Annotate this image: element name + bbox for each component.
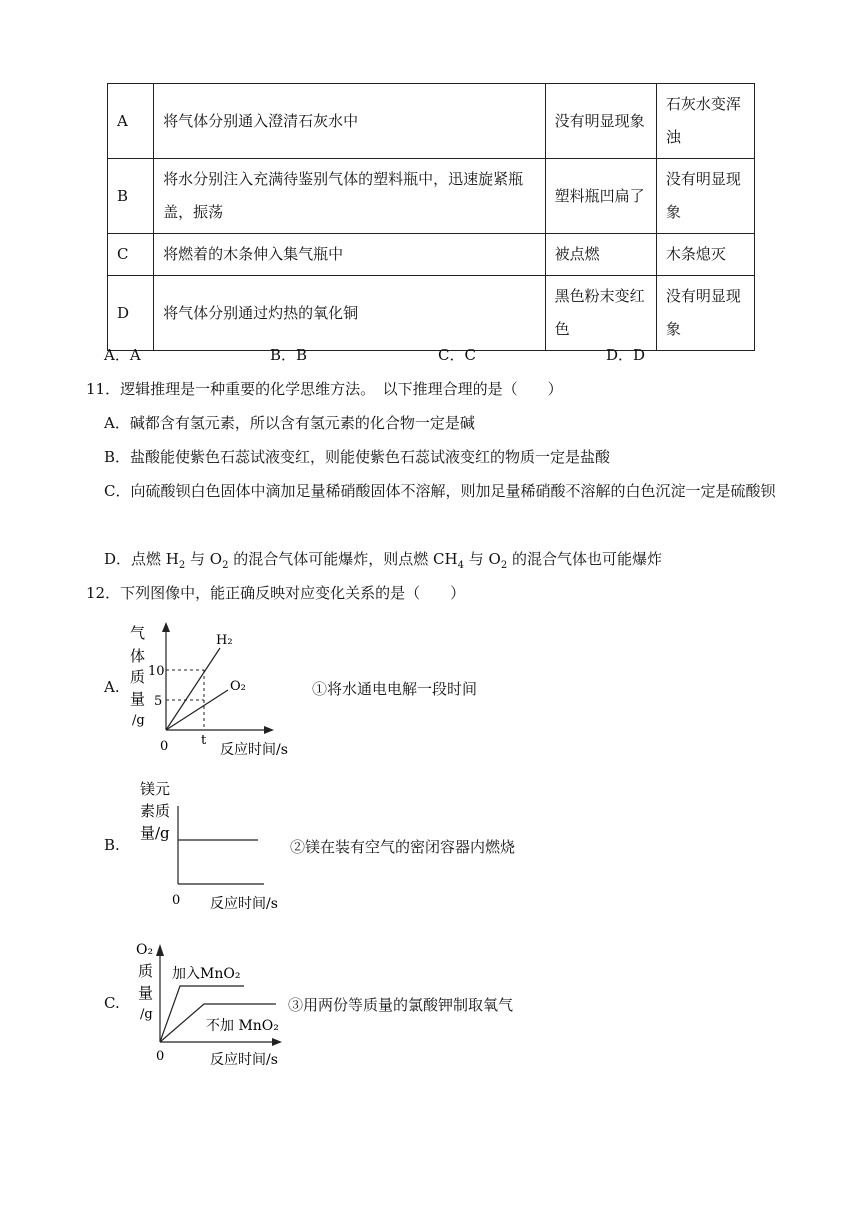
origin: 0 [160, 739, 169, 754]
q11-stem: 11．逻辑推理是一种重要的化学思维方法。 以下推理合理的是（ ） [86, 380, 563, 398]
table-row [108, 84, 755, 159]
y-axis-arrow [156, 944, 164, 956]
x-axis-arrow [264, 726, 274, 734]
row-result-2: 石灰水变浑浊 [656, 84, 754, 159]
row-operation: 将水分别注入充满待鉴别气体的塑料瓶中，迅速旋紧瓶盖，振荡 [154, 159, 546, 234]
row-result-2: 没有明显现象 [656, 276, 754, 351]
graph-b-ylabel: 量/g [140, 824, 170, 842]
graph-a-ylabel: 质 [130, 668, 146, 686]
q12-option-a-label: A. [104, 678, 120, 696]
graph-a-ylabel: 量 [130, 690, 146, 708]
graph-a-ylabel: 体 [130, 647, 146, 665]
q11-option-b: B．盐酸能使紫色石蕊试液变红，则能使紫色石蕊试液变红的物质一定是盐酸 [104, 448, 611, 466]
ytick-10: 10 [148, 664, 165, 679]
row-result-2: 木条熄灭 [656, 234, 754, 276]
subscript: 4 [457, 560, 464, 571]
row-key: A [108, 84, 154, 159]
q11-d-part: 与 O [185, 550, 223, 568]
series-h2-label: H₂ [216, 633, 233, 648]
row-result-1: 被点燃 [545, 234, 656, 276]
options-table [107, 83, 755, 351]
ytick-5: 5 [154, 694, 163, 709]
graph-a-xlabel: 反应时间/s [220, 742, 288, 758]
table-row [108, 276, 755, 351]
q12-stem: 12．下列图像中，能正确反映对应变化关系的是（ ） [86, 584, 466, 602]
row-result-2: 没有明显现象 [656, 159, 754, 234]
graph-c-ylabel: O₂ [136, 942, 154, 958]
graph-b-ylabel: 素质 [140, 802, 171, 820]
q11-d-part: 与 O [463, 550, 501, 568]
graph-c-ylabel: 质 [138, 962, 154, 980]
q11-d-part: 的混合气体可能爆炸，则点燃 CH [228, 550, 458, 568]
q12-option-c-label: C. [104, 994, 120, 1012]
q11-d-part: D．点燃 H [104, 550, 179, 568]
q11-option-c: C．向硫酸钡白色固体中滴加足量稀硝酸固体不溶解，则加足量稀硝酸不溶解的白色沉淀一定是硫酸钡 [104, 482, 776, 500]
q10-choice-b: B．B [270, 346, 308, 364]
graph-b-xlabel: 反应时间/s [210, 896, 278, 912]
origin: 0 [172, 893, 181, 908]
graph-a [126, 618, 306, 758]
graph-b [126, 776, 306, 912]
row-operation: 将气体分别通入澄清石灰水中 [154, 84, 546, 159]
row-result-1: 黑色粉末变红色 [545, 276, 656, 351]
row-result-1: 塑料瓶凹扁了 [545, 159, 656, 234]
graph-a-ylabel: /g [132, 713, 145, 728]
graph-c [126, 936, 296, 1068]
table-row [108, 234, 755, 276]
q12-option-b-label: B. [104, 836, 120, 854]
row-operation: 将燃着的木条伸入集气瓶中 [154, 234, 546, 276]
series-h2-line [166, 648, 220, 730]
q11-option-a: A．碱都含有氢元素，所以含有氢元素的化合物一定是碱 [104, 414, 475, 432]
q12-option-a-desc: ①将水通电电解一段时间 [312, 680, 478, 698]
y-axis-arrow [162, 622, 170, 632]
origin: 0 [156, 1049, 165, 1064]
subscript: 2 [178, 560, 186, 571]
q10-choice-d: D．D [606, 346, 646, 364]
graph-a-ylabel: 气 [130, 624, 146, 642]
x-axis-arrow [272, 1038, 282, 1046]
series-with-mno2-label: 加入MnO₂ [172, 966, 241, 982]
subscript: 2 [222, 560, 229, 571]
q11-option-d [104, 548, 662, 571]
graph-c-xlabel: 反应时间/s [210, 1052, 278, 1068]
q12-option-c-desc: ③用两份等质量的氯酸钾制取氧气 [288, 996, 514, 1014]
row-key: D [108, 276, 154, 351]
series-without-mno2-label: 不加 MnO₂ [206, 1018, 279, 1034]
table-row [108, 159, 755, 234]
subscript: 2 [500, 560, 508, 571]
series-o2-line [166, 690, 228, 730]
row-operation: 将气体分别通过灼热的氧化铜 [154, 276, 546, 351]
graph-b-ylabel: 镁元 [140, 780, 171, 798]
q10-choice-a: A．A [104, 346, 141, 364]
graph-c-ylabel: /g [140, 1007, 153, 1022]
row-result-1: 没有明显现象 [545, 84, 656, 159]
q10-choice-c: C．C [438, 346, 476, 364]
row-key: B [108, 159, 154, 234]
graph-c-ylabel: 量 [138, 984, 154, 1002]
q11-d-part: 的混合气体也可能爆炸 [507, 550, 662, 568]
q12-option-b-desc: ②镁在装有空气的密闭容器内燃烧 [290, 838, 516, 856]
row-key: C [108, 234, 154, 276]
series-o2-label: O₂ [230, 679, 246, 694]
xtick-t: t [201, 733, 207, 748]
